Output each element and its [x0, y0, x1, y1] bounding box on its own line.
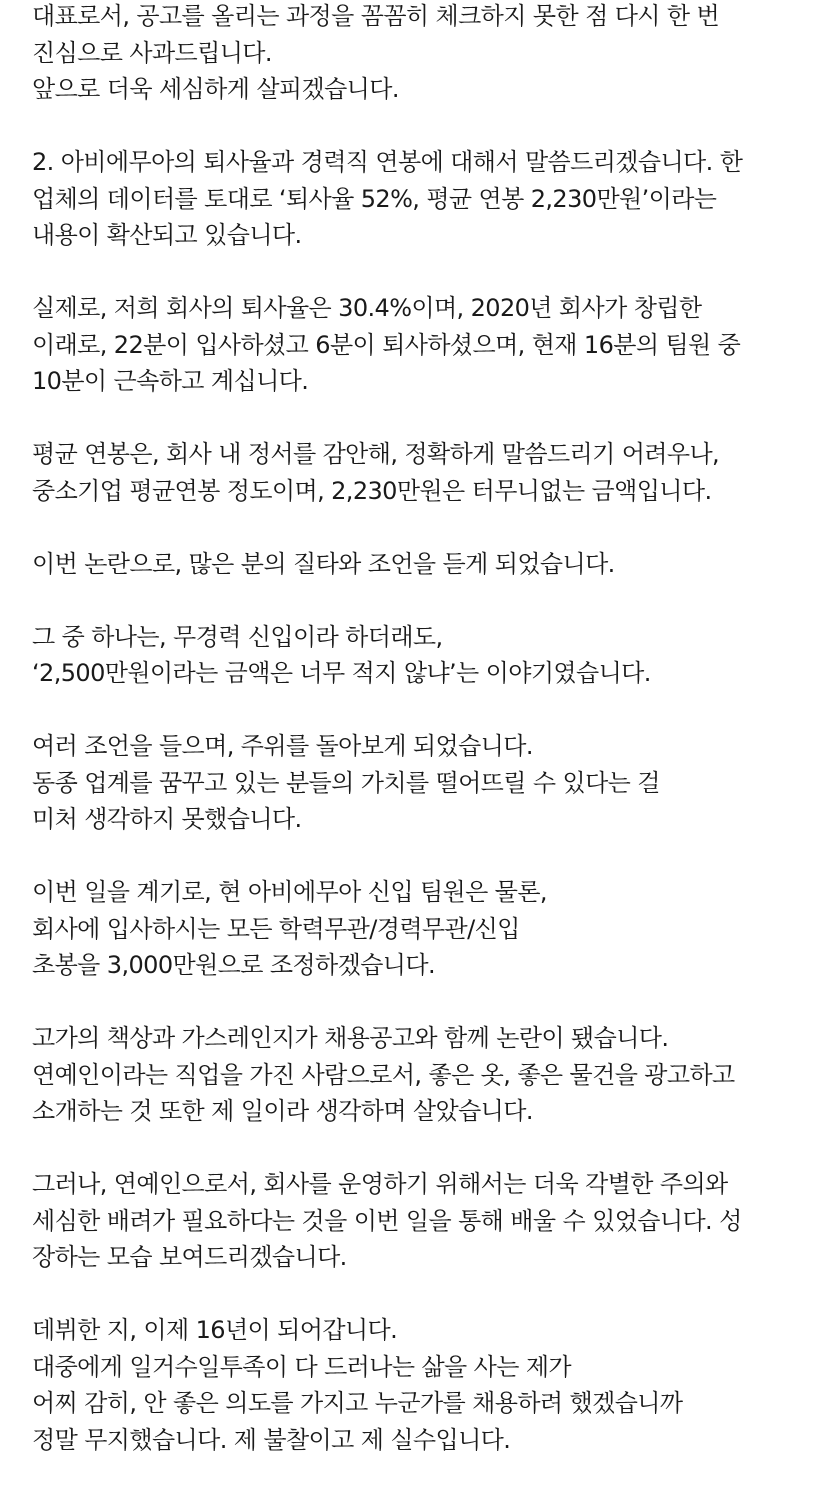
text-line: 그러나, 연예인으로서, 회사를 운영하기 위해서는 더욱 각별한 주의와 — [32, 1170, 728, 1198]
text-line: ‘2,500만원이라는 금액은 너무 적지 않냐’는 이야기였습니다. — [32, 659, 651, 687]
text-line: 고가의 책상과 가스레인지가 채용공고와 함께 논란이 됐습니다. — [32, 1024, 669, 1052]
paragraph-salary-adjustment — [32, 874, 822, 984]
paragraph-feedback — [32, 619, 822, 692]
paragraph-furniture-controversy — [32, 1020, 822, 1130]
text-line: 소개하는 것 또한 제 일이라 생각하며 살았습니다. — [32, 1097, 533, 1125]
text-line: 앞으로 더욱 세심하게 살피겠습니다. — [32, 75, 399, 103]
text-line: 실제로, 저희 회사의 퇴사율은 30.4%이며, 2020년 회사가 창립한 — [32, 294, 702, 322]
text-line: 그 중 하나는, 무경력 신입이라 하더래도, — [32, 622, 443, 651]
paragraph-closing — [32, 1312, 822, 1458]
text-line: 세심한 배려가 필요하다는 것을 이번 일을 통해 배울 수 있었습니다. 성 — [32, 1206, 742, 1235]
statement-text — [32, 0, 822, 1495]
paragraph-reflection — [32, 728, 822, 838]
text-line: 회사에 입사하시는 모든 학력무관/경력무관/신입 — [32, 914, 520, 943]
paragraph-average-salary — [32, 436, 822, 509]
text-line: 동종 업계를 꿈꾸고 있는 분들의 가치를 떨어뜨릴 수 있다는 걸 — [32, 768, 660, 797]
text-line: 데뷔한 지, 이제 16년이 되어갑니다. — [32, 1316, 398, 1344]
text-line: 연예인이라는 직업을 가진 사람으로서, 좋은 옷, 좋은 물건을 광고하고 — [32, 1060, 735, 1089]
text-line: 이번 논란으로, 많은 분의 질타와 조언을 듣게 되었습니다. — [32, 549, 615, 578]
text-line: 이번 일을 계기로, 현 아비에무아 신입 팀원은 물론, — [32, 878, 547, 906]
text-line: 평균 연봉은, 회사 내 정서를 감안해, 정확하게 말씀드리기 어려우나, — [32, 440, 720, 468]
paragraph-turnover-intro — [32, 144, 822, 254]
text-line: 중소기업 평균연봉 정도이며, 2,230만원은 터무니없는 금액입니다. — [32, 476, 712, 505]
text-line: 정말 무지했습니다. 제 불찰이고 제 실수입니다. — [32, 1425, 511, 1454]
text-line: 장하는 모습 보여드리겠습니다. — [32, 1243, 347, 1271]
text-line: 업체의 데이터를 토대로 ‘퇴사율 52%, 평균 연봉 2,230만원’이라는 — [32, 184, 717, 213]
paragraph-apology — [32, 0, 822, 108]
paragraph-lesson — [32, 1166, 822, 1276]
text-line: 대중에게 일거수일투족이 다 드러나는 삶을 사는 제가 — [32, 1352, 572, 1381]
text-line: 미처 생각하지 못했습니다. — [32, 805, 302, 833]
paragraph-turnover-facts — [32, 290, 822, 400]
text-line: 진심으로 사과드립니다. — [32, 38, 272, 67]
text-line: 2. 아비에무아의 퇴사율과 경력직 연봉에 대해서 말씀드리겠습니다. 한 — [32, 148, 743, 176]
text-line: 대표로서, 공고를 올리는 과정을 꼼꼼히 체크하지 못한 점 다시 한 번 — [32, 2, 720, 30]
text-line: 어찌 감히, 안 좋은 의도를 가지고 누군가를 채용하려 했겠습니까 — [32, 1389, 683, 1417]
text-line: 여러 조언을 들으며, 주위를 돌아보게 되었습니다. — [32, 732, 533, 760]
text-line: 10분이 근속하고 계십니다. — [32, 367, 309, 395]
paragraph-controversy — [32, 546, 822, 583]
text-line: 초봉을 3,000만원으로 조정하겠습니다. — [32, 951, 435, 979]
text-line: 내용이 확산되고 있습니다. — [32, 221, 302, 249]
text-line: 이래로, 22분이 입사하셨고 6분이 퇴사하셨으며, 현재 16분의 팀원 중 — [32, 330, 741, 359]
